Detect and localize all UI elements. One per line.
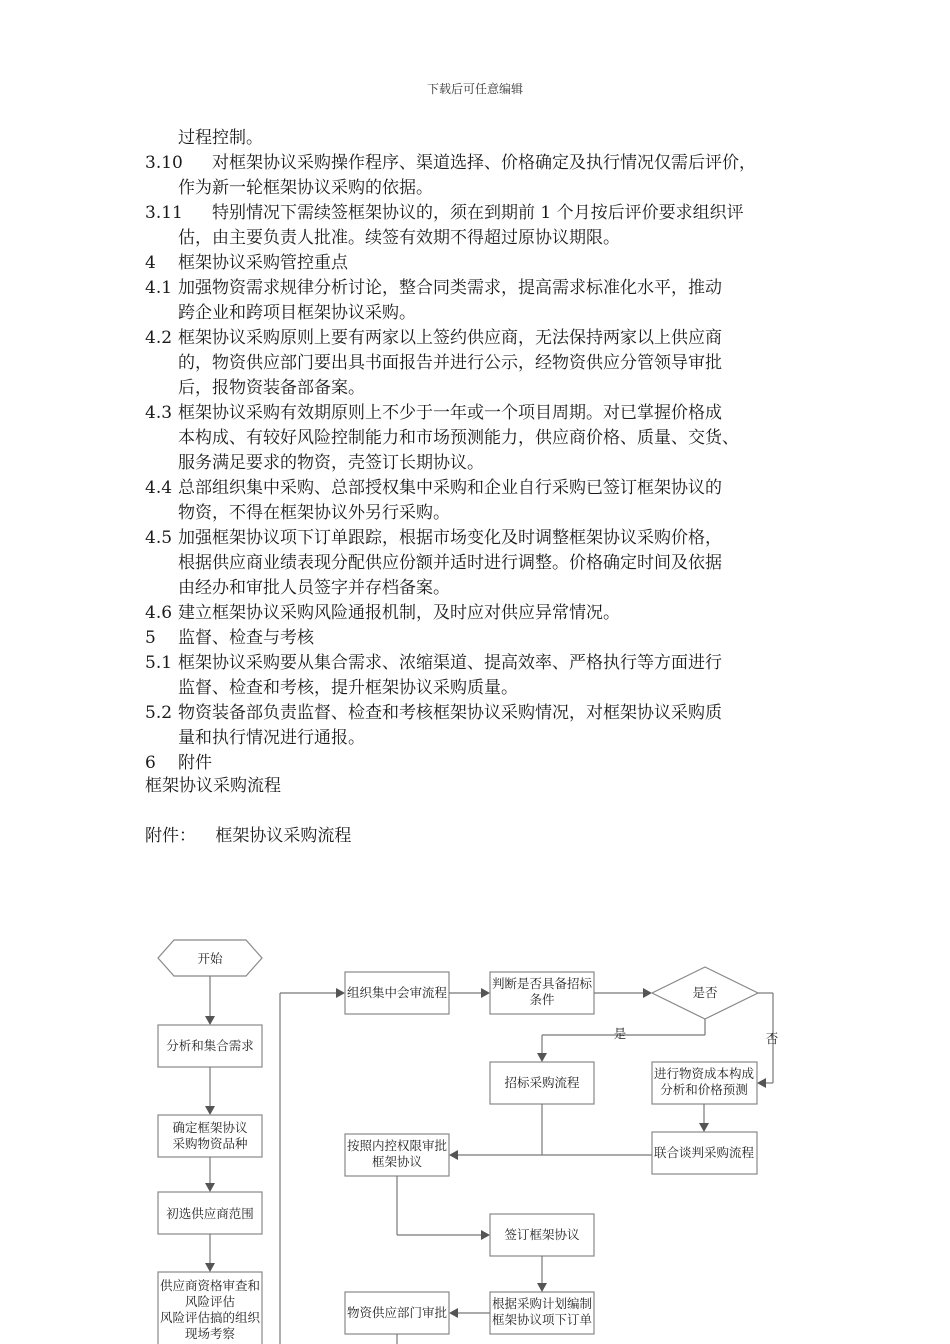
attachment-name: 框架协议采购流程 <box>215 826 352 846</box>
flow-approve-2: 框架协议 <box>371 1154 423 1169</box>
flow-review-1: 供应商资格审查和 <box>159 1278 261 1293</box>
section-number: 4 <box>145 253 156 273</box>
flow-dept: 物资供应部门审批 <box>346 1305 448 1320</box>
flow-determine-1: 确定框架协议 <box>172 1120 248 1135</box>
section-text: 加强框架协议项下订单跟踪，根据市场变化及时调整框架协议采购价格， <box>178 528 722 548</box>
flow-order-2: 框架协议项下订单 <box>491 1312 593 1327</box>
flow-review-4: 现场考察 <box>184 1326 236 1341</box>
section-text: 建立框架协议采购风险通报机制，及时应对供应异常情况。 <box>178 603 620 623</box>
attachment-label: 附件： <box>145 826 196 846</box>
flow-decision: 是否 <box>692 985 718 1000</box>
flow-cost-1: 进行物资成本构成 <box>653 1066 755 1081</box>
section-text: 服务满足要求的物资，壳签订长期协议。 <box>178 453 484 473</box>
section-text: 加强物资需求规律分析讨论，整合同类需求，提高需求标准化水平，推动 <box>178 278 722 298</box>
section-number: 5.2 <box>145 703 173 723</box>
section-number: 3.11 <box>145 203 183 223</box>
flow-no: 否 <box>765 1031 779 1046</box>
attachment-title: 框架协议采购流程 <box>145 776 281 796</box>
section-text: 量和执行情况进行通报。 <box>178 728 365 748</box>
section-text: 作为新一轮框架协议采购的依据。 <box>178 178 433 198</box>
flow-approve-1: 按照内控权限审批 <box>346 1138 448 1153</box>
section-number: 5 <box>145 628 156 648</box>
section-text: 特别情况下需续签框架协议的，须在到期前 1 个月按后评价要求组织评 <box>212 203 744 223</box>
section-text: 估，由主要负责人批准。续签有效期不得超过原协议期限。 <box>178 228 620 248</box>
section-text: 监督、检查和考核，提升框架协议采购质量。 <box>178 678 518 698</box>
section-text: 总部组织集中采购、总部授权集中采购和企业自行采购已签订框架协议的 <box>178 478 722 498</box>
section-text: 物资，不得在框架协议外另行采购。 <box>178 503 450 523</box>
section-text: 后，报物资装备部备案。 <box>178 378 365 398</box>
section-number: 4.5 <box>145 528 173 548</box>
section-text: 过程控制。 <box>178 128 263 148</box>
section-text: 框架协议采购有效期原则上不少于一年或一个项目周期。对已掌握价格成 <box>178 403 722 423</box>
flow-analyze: 分析和集合需求 <box>166 1038 254 1053</box>
flow-judge-1: 判断是否具备招标 <box>491 976 593 991</box>
section-text: 框架协议采购管控重点 <box>178 253 348 273</box>
section-text: 根据供应商业绩表现分配供应份额并适时进行调整。价格确定时间及依据 <box>178 553 722 573</box>
flow-yes: 是 <box>613 1026 627 1041</box>
flow-review-3: 风险评估搞的组织 <box>159 1310 261 1325</box>
section-number: 3.10 <box>145 153 183 173</box>
section-number: 6 <box>145 753 156 773</box>
flow-org: 组织集中会审流程 <box>346 985 448 1000</box>
section-text: 框架协议采购原则上要有两家以上签约供应商，无法保持两家以上供应商 <box>178 328 722 348</box>
flow-determine-2: 采购物资品种 <box>172 1136 248 1151</box>
section-text: 的，物资供应部门要出具书面报告并进行公示，经物资供应分管领导审批 <box>178 353 722 373</box>
flow-prelim: 初选供应商范围 <box>166 1206 254 1221</box>
flow-sign: 签订框架协议 <box>504 1227 580 1242</box>
section-text: 本构成、有较好风险控制能力和市场预测能力，供应商价格、质量、交货、 <box>178 428 739 448</box>
section-number: 4.3 <box>145 403 173 423</box>
flow-negotiate: 联合谈判采购流程 <box>653 1145 755 1160</box>
section-number: 4.4 <box>145 478 173 498</box>
flow-review-2: 风险评估 <box>184 1294 236 1309</box>
section-text: 附件 <box>178 753 212 773</box>
flow-cost-2: 分析和价格预测 <box>660 1082 748 1097</box>
section-text: 物资装备部负责监督、检查和考核框架协议采购情况，对框架协议采购质 <box>178 703 722 723</box>
section-text: 监督、检查与考核 <box>178 628 314 648</box>
flow-judge-2: 条件 <box>529 992 555 1007</box>
page-header: 下载后可任意编辑 <box>426 82 523 96</box>
section-number: 4.6 <box>145 603 173 623</box>
section-text: 框架协议采购要从集合需求、浓缩渠道、提高效率、严格执行等方面进行 <box>178 653 722 673</box>
section-text: 由经办和审批人员签字并存档备案。 <box>178 578 450 598</box>
flow-start: 开始 <box>197 951 223 966</box>
flow-order-1: 根据采购计划编制 <box>491 1296 593 1311</box>
section-number: 4.2 <box>145 328 173 348</box>
flow-tender: 招标采购流程 <box>504 1075 580 1090</box>
section-number: 4.1 <box>145 278 173 298</box>
section-text: 跨企业和跨项目框架协议采购。 <box>178 303 416 323</box>
section-text: 对框架协议采购操作程序、渠道选择、价格确定及执行情况仅需后评价， <box>212 153 756 173</box>
section-number: 5.1 <box>145 653 173 673</box>
